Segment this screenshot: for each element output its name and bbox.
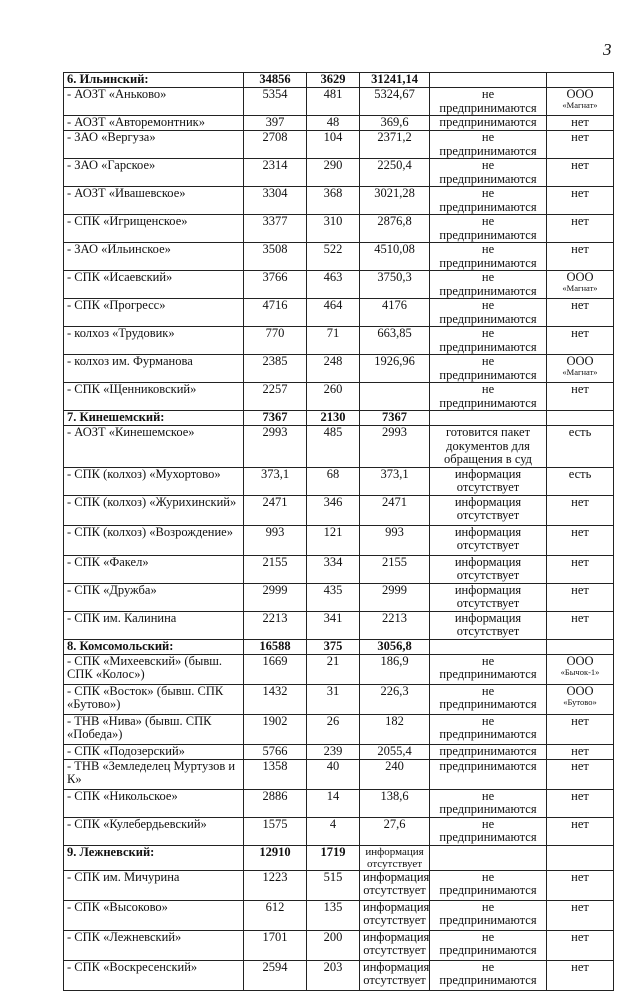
table-row: [64, 930, 614, 960]
table-row: [64, 159, 614, 187]
land-area: 2993: [244, 426, 307, 468]
enterprise-name: - ЗАО «Ильинское»: [64, 243, 244, 271]
owner-name: «Магнат»: [562, 283, 598, 293]
shareholder-count: 104: [307, 131, 360, 159]
table-row: [64, 789, 614, 817]
table-row: [64, 611, 614, 639]
land-area: 3766: [244, 271, 307, 299]
land-area: 1669: [244, 654, 307, 684]
district-name: 8. Комсомольский:: [64, 639, 244, 654]
table-row: [64, 467, 614, 495]
owner-cell: [547, 684, 614, 714]
land-area: 2594: [244, 960, 307, 990]
owner-cell: нет: [547, 525, 614, 555]
enterprise-name: - СПК (колхоз) «Мухортово»: [64, 467, 244, 495]
enterprise-name: - ТНВ «Земледелец Муртузов и К»: [64, 759, 244, 789]
measures-status: не предпринимаются: [430, 930, 547, 960]
share-value: 2213: [360, 611, 430, 639]
owner-cell: нет: [547, 583, 614, 611]
table-row: [64, 187, 614, 215]
owner-cell: нет: [547, 131, 614, 159]
owner-name: «Магнат»: [562, 100, 598, 110]
district-total-value: информация отсутствует: [360, 845, 430, 870]
shareholder-count: 14: [307, 789, 360, 817]
shareholder-count: 290: [307, 159, 360, 187]
enterprise-name: - СПК «Михеевский» (бывш. СПК «Колос»): [64, 654, 244, 684]
measures-status: не предпринимаются: [430, 817, 547, 845]
shareholder-count: 310: [307, 215, 360, 243]
district-measures: [430, 845, 547, 870]
share-value: 186,9: [360, 654, 430, 684]
owner-cell: нет: [547, 930, 614, 960]
owner-name: «Бычок-1»: [560, 666, 600, 677]
land-area: 5766: [244, 744, 307, 759]
owner-cell: нет: [547, 187, 614, 215]
enterprise-name: - СПК «Подозерский»: [64, 744, 244, 759]
share-value: 240: [360, 759, 430, 789]
owner-cell: нет: [547, 555, 614, 583]
district-total-shareholders: 2130: [307, 411, 360, 426]
share-value: 1926,96: [360, 355, 430, 383]
owner-cell: нет: [547, 789, 614, 817]
shareholder-count: 515: [307, 870, 360, 900]
measures-status: информация отсутствует: [430, 611, 547, 639]
land-area: 3304: [244, 187, 307, 215]
measures-status: не предпринимаются: [430, 789, 547, 817]
owner-form: ООО: [566, 653, 594, 668]
measures-status: не предпринимаются: [430, 159, 547, 187]
shareholder-count: 481: [307, 88, 360, 116]
shareholder-count: 135: [307, 900, 360, 930]
share-value: 4510,08: [360, 243, 430, 271]
measures-status: информация отсутствует: [430, 583, 547, 611]
district-header-row: [64, 73, 614, 88]
owner-cell: нет: [547, 744, 614, 759]
table-row: [64, 870, 614, 900]
shareholder-count: 522: [307, 243, 360, 271]
enterprise-name: - АОЗТ «Ивашевское»: [64, 187, 244, 215]
share-value: 5324,67: [360, 88, 430, 116]
enterprise-name: - колхоз «Трудовик»: [64, 327, 244, 355]
district-total-value: 31241,14: [360, 73, 430, 88]
share-value: 2250,4: [360, 159, 430, 187]
table-row: [64, 654, 614, 684]
land-area: 2155: [244, 555, 307, 583]
shareholder-count: 121: [307, 525, 360, 555]
measures-status: не предпринимаются: [430, 88, 547, 116]
owner-cell: нет: [547, 383, 614, 411]
enterprise-name: - СПК «Воскресенский»: [64, 960, 244, 990]
enterprise-name: - ТНВ «Нива» (бывш. СПК «Победа»): [64, 714, 244, 744]
owner-cell: [547, 88, 614, 116]
owner-name: «Магнат»: [562, 367, 598, 377]
owner-cell: нет: [547, 299, 614, 327]
owner-name: «Бутово»: [563, 696, 597, 707]
share-value: информация отсутствует: [360, 870, 430, 900]
share-value: 2155: [360, 555, 430, 583]
share-value: 3750,3: [360, 271, 430, 299]
land-area: 993: [244, 525, 307, 555]
measures-status: не предпринимаются: [430, 131, 547, 159]
land-area: 1902: [244, 714, 307, 744]
district-total-shareholders: 375: [307, 639, 360, 654]
land-area: 3508: [244, 243, 307, 271]
enterprise-name: - АОЗТ «Аньково»: [64, 88, 244, 116]
district-header-row: [64, 845, 614, 870]
owner-cell: нет: [547, 327, 614, 355]
table-row: [64, 960, 614, 990]
share-value: 2993: [360, 426, 430, 468]
measures-status: не предпринимаются: [430, 684, 547, 714]
shareholder-count: 71: [307, 327, 360, 355]
share-value: 2371,2: [360, 131, 430, 159]
shareholder-count: 463: [307, 271, 360, 299]
land-area: 2471: [244, 495, 307, 525]
enterprise-name: - СПК «Лежневский»: [64, 930, 244, 960]
measures-status: не предпринимаются: [430, 870, 547, 900]
owner-cell: нет: [547, 215, 614, 243]
page-number: 3: [603, 40, 612, 59]
land-area: 2257: [244, 383, 307, 411]
table-row: [64, 131, 614, 159]
enterprise-name: - СПК «Кулебердьевский»: [64, 817, 244, 845]
land-area: 2708: [244, 131, 307, 159]
measures-status: не предпринимаются: [430, 900, 547, 930]
district-measures: [430, 639, 547, 654]
owner-cell: нет: [547, 900, 614, 930]
measures-status: не предпринимаются: [430, 299, 547, 327]
owner-form: ООО: [566, 354, 594, 368]
land-area: 4716: [244, 299, 307, 327]
share-value: 3021,28: [360, 187, 430, 215]
enterprise-name: - СПК «Восток» (бывш. СПК «Бутово»): [64, 684, 244, 714]
shareholder-count: 346: [307, 495, 360, 525]
district-header-row: [64, 639, 614, 654]
table-row: [64, 495, 614, 525]
share-value: 2876,8: [360, 215, 430, 243]
district-total-area: 12910: [244, 845, 307, 870]
district-total-value: 3056,8: [360, 639, 430, 654]
share-value: 138,6: [360, 789, 430, 817]
owner-cell: нет: [547, 243, 614, 271]
shareholder-count: 31: [307, 684, 360, 714]
owner-cell: [547, 271, 614, 299]
district-owner: [547, 73, 614, 88]
measures-status: не предпринимаются: [430, 714, 547, 744]
land-area: 373,1: [244, 467, 307, 495]
share-value: 4176: [360, 299, 430, 327]
enterprise-name: - АОЗТ «Авторемонтник»: [64, 116, 244, 131]
measures-status: информация отсутствует: [430, 495, 547, 525]
owner-cell: [547, 355, 614, 383]
land-area: 3377: [244, 215, 307, 243]
district-total-area: 34856: [244, 73, 307, 88]
table-row: [64, 426, 614, 468]
share-value: информация отсутствует: [360, 930, 430, 960]
land-area: 2999: [244, 583, 307, 611]
land-area: 1223: [244, 870, 307, 900]
share-value: 182: [360, 714, 430, 744]
table-row: [64, 744, 614, 759]
enterprise-name: - СПК «Прогресс»: [64, 299, 244, 327]
measures-status: не предпринимаются: [430, 327, 547, 355]
district-measures: [430, 411, 547, 426]
land-area: 2213: [244, 611, 307, 639]
shareholder-count: 260: [307, 383, 360, 411]
measures-status: не предпринимаются: [430, 187, 547, 215]
land-area: 5354: [244, 88, 307, 116]
district-owner: [547, 845, 614, 870]
owner-cell: есть: [547, 467, 614, 495]
shareholder-count: 464: [307, 299, 360, 327]
measures-status: не предпринимаются: [430, 243, 547, 271]
enterprise-name: - СПК (колхоз) «Возрождение»: [64, 525, 244, 555]
district-name: 6. Ильинский:: [64, 73, 244, 88]
shareholder-count: 21: [307, 654, 360, 684]
owner-cell: нет: [547, 714, 614, 744]
shareholder-count: 368: [307, 187, 360, 215]
share-value: 27,6: [360, 817, 430, 845]
share-value: 2471: [360, 495, 430, 525]
owner-cell: нет: [547, 759, 614, 789]
district-owner: [547, 639, 614, 654]
share-value: [360, 383, 430, 411]
measures-status: предпринимаются: [430, 116, 547, 131]
enterprise-name: - СПК «Щенниковский»: [64, 383, 244, 411]
share-value: 663,85: [360, 327, 430, 355]
district-name: 9. Лежневский:: [64, 845, 244, 870]
shareholder-count: 68: [307, 467, 360, 495]
land-area: 397: [244, 116, 307, 131]
district-total-area: 16588: [244, 639, 307, 654]
enterprise-name: - АОЗТ «Кинешемское»: [64, 426, 244, 468]
share-value: 2055,4: [360, 744, 430, 759]
measures-status: не предпринимаются: [430, 271, 547, 299]
share-value: 373,1: [360, 467, 430, 495]
share-value: 226,3: [360, 684, 430, 714]
enterprise-name: - СПК (колхоз) «Журихинский»: [64, 495, 244, 525]
table-row: [64, 215, 614, 243]
farm-enterprise-table: [63, 72, 614, 991]
share-value: информация отсутствует: [360, 900, 430, 930]
table-row: [64, 525, 614, 555]
land-area: 2886: [244, 789, 307, 817]
measures-status: информация отсутствует: [430, 525, 547, 555]
enterprise-name: - СПК «Высоково»: [64, 900, 244, 930]
table-row: [64, 684, 614, 714]
measures-status: предпринимаются: [430, 759, 547, 789]
shareholder-count: 26: [307, 714, 360, 744]
table-row: [64, 355, 614, 383]
share-value: информация отсутствует: [360, 960, 430, 990]
shareholder-count: 203: [307, 960, 360, 990]
table-row: [64, 243, 614, 271]
table-row: [64, 817, 614, 845]
owner-cell: нет: [547, 159, 614, 187]
measures-status: информация отсутствует: [430, 555, 547, 583]
measures-status: готовится пакет документов для обращения в суд: [430, 426, 547, 468]
owner-cell: нет: [547, 817, 614, 845]
measures-status: информация отсутствует: [430, 467, 547, 495]
table-row: [64, 299, 614, 327]
land-area: 770: [244, 327, 307, 355]
enterprise-name: - СПК «Дружба»: [64, 583, 244, 611]
table-row: [64, 271, 614, 299]
owner-cell: есть: [547, 426, 614, 468]
district-total-shareholders: 3629: [307, 73, 360, 88]
land-area: 1701: [244, 930, 307, 960]
table-row: [64, 759, 614, 789]
share-value: 2999: [360, 583, 430, 611]
shareholder-count: 40: [307, 759, 360, 789]
shareholder-count: 435: [307, 583, 360, 611]
owner-cell: нет: [547, 116, 614, 131]
owner-form: ООО: [566, 683, 594, 698]
shareholder-count: 485: [307, 426, 360, 468]
owner-cell: нет: [547, 960, 614, 990]
owner-form: ООО: [566, 270, 594, 284]
table-row: [64, 383, 614, 411]
owner-form: ООО: [566, 87, 594, 101]
district-owner: [547, 411, 614, 426]
enterprise-name: - СПК «Игрищенское»: [64, 215, 244, 243]
measures-status: не предпринимаются: [430, 654, 547, 684]
table-row: [64, 714, 614, 744]
shareholder-count: 200: [307, 930, 360, 960]
district-header-row: [64, 411, 614, 426]
share-value: 369,6: [360, 116, 430, 131]
land-area: 612: [244, 900, 307, 930]
enterprise-name: - СПК «Факел»: [64, 555, 244, 583]
enterprise-name: - ЗАО «Вергуза»: [64, 131, 244, 159]
table-row: [64, 88, 614, 116]
enterprise-name: - ЗАО «Гарское»: [64, 159, 244, 187]
measures-status: не предпринимаются: [430, 355, 547, 383]
district-total-shareholders: 1719: [307, 845, 360, 870]
land-area: 1575: [244, 817, 307, 845]
shareholder-count: 48: [307, 116, 360, 131]
shareholder-count: 248: [307, 355, 360, 383]
enterprise-name: - СПК им. Мичурина: [64, 870, 244, 900]
shareholder-count: 239: [307, 744, 360, 759]
enterprise-name: - СПК «Никольское»: [64, 789, 244, 817]
share-value: 993: [360, 525, 430, 555]
owner-cell: [547, 654, 614, 684]
district-total-value: 7367: [360, 411, 430, 426]
measures-status: не предпринимаются: [430, 215, 547, 243]
land-area: 1432: [244, 684, 307, 714]
district-total-area: 7367: [244, 411, 307, 426]
land-area: 2314: [244, 159, 307, 187]
shareholder-count: 341: [307, 611, 360, 639]
district-name: 7. Кинешемский:: [64, 411, 244, 426]
owner-cell: нет: [547, 495, 614, 525]
table-row: [64, 116, 614, 131]
land-area: 2385: [244, 355, 307, 383]
district-measures: [430, 73, 547, 88]
owner-cell: нет: [547, 870, 614, 900]
land-area: 1358: [244, 759, 307, 789]
measures-status: предпринимаются: [430, 744, 547, 759]
shareholder-count: 4: [307, 817, 360, 845]
enterprise-name: - СПК им. Калинина: [64, 611, 244, 639]
measures-status: не предпринимаются: [430, 383, 547, 411]
table-row: [64, 583, 614, 611]
table-row: [64, 327, 614, 355]
shareholder-count: 334: [307, 555, 360, 583]
enterprise-name: - колхоз им. Фурманова: [64, 355, 244, 383]
owner-cell: нет: [547, 611, 614, 639]
enterprise-name: - СПК «Исаевский»: [64, 271, 244, 299]
measures-status: не предпринимаются: [430, 960, 547, 990]
table-row: [64, 555, 614, 583]
